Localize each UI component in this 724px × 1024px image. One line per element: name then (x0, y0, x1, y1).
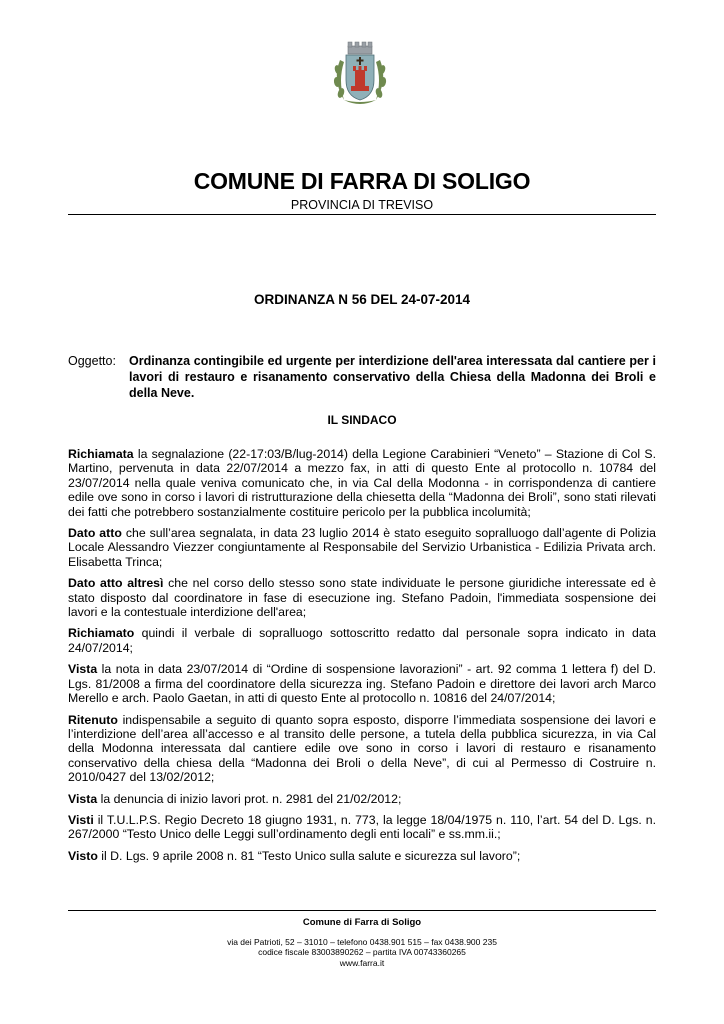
ordinance-title: ORDINANZA N 56 DEL 24-07-2014 (253, 292, 471, 307)
crest-crown (348, 42, 372, 54)
paragraph-keyword: Dato atto (68, 526, 122, 541)
body-paragraph (68, 792, 656, 806)
body-paragraph (68, 447, 656, 519)
body-paragraph (68, 526, 656, 569)
footer-divider (68, 910, 656, 911)
paragraph-keyword: Visto (68, 848, 98, 863)
footer-address: via dei Patrioti, 52 – 31010 – telefono 0438.901 515 – fax 0438.900 235 (227, 937, 497, 947)
document-body (68, 447, 656, 870)
municipality-title: COMUNE DI FARRA DI SOLIGO (193, 168, 531, 194)
body-paragraph (68, 813, 656, 842)
paragraph-text: la nota in data 23/07/2014 di “Ordine di sospensione lavorazioni” - art. 92 comma 1 lettera f) del D. Lgs. 81/2008 a firma del coordinatore della sicurezza ing. Stefano Padoin e direttore dei lavori arch Marco Merello e arch. Paolo Gaetan, in atti di questo Ente al protocollo n. 10816 del 24/07/2014; (68, 662, 656, 706)
paragraph-keyword: Visti (68, 812, 94, 827)
paragraph-keyword: Vista (68, 791, 98, 806)
body-paragraph (68, 713, 656, 785)
paragraph-text: indispensabile a seguito di quanto sopra esposto, disporre l’immediata sospensione dei lavori e l’interdizione dell’area all’accesso e al transito delle persone, a tutela della pubblica sicurezza, in via Cal della Modonna interessata dal cantiere edile ove sono in corso i lavori di restauro e risanamento conservativo della chiesa della “Madonna dei Broli o della Neve”, di cui al Permesso di Costruire n. 2010/0427 del 13/02/2012; (68, 712, 656, 785)
body-paragraph (68, 626, 656, 655)
mayor-heading: IL SINDACO (327, 413, 397, 427)
paragraph-keyword: Dato atto altresì (68, 576, 164, 591)
paragraph-keyword: Ritenuto (68, 712, 118, 727)
subject-label: Oggetto: (68, 354, 116, 368)
paragraph-keyword: Vista (68, 662, 98, 677)
paragraph-text: il D. Lgs. 9 aprile 2008 n. 81 “Testo Unico sulla salute e sicurezza sul lavoro”; (97, 848, 521, 863)
footer-website: www.farra.it (339, 957, 385, 968)
province-subtitle: PROVINCIA DI TREVISO (290, 198, 434, 212)
municipal-crest (330, 40, 390, 108)
subject-block (68, 353, 656, 401)
footer-municipality-name: Comune di Farra di Soligo (302, 917, 422, 928)
paragraph-text: il T.U.L.P.S. Regio Decreto 18 giugno 1931, n. 773, la legge 18/04/1975 n. 110, l’art. 54 del D. Lgs. n. 267/2000 “Testo Unico delle Leggi sull’ordinamento degli enti locali” e ss.mm.ii.; (68, 812, 656, 842)
paragraph-text: che sull’area segnalata, in data 23 luglio 2014 è stato eseguito sopralluogo dall’agente di Polizia Locale Alessandro Viezzer congiuntamente al Responsabile del Servizio Urbanistica - Edilizia Privata arch. Elisabetta Trinca; (68, 526, 656, 569)
paragraph-text: che nel corso dello stesso sono state individuate le persone giuridiche interessate ed è stato disposto dal coordinatore in fase di esecuzione ing. Stefano Padoin, l'immediata sospensione dei lavori e la contestuale interdizione dell'area; (68, 576, 656, 620)
body-paragraph (68, 849, 656, 863)
subject-text: Ordinanza contingibile ed urgente per interdizione dell'area interessata dal cantiere per i lavori di restauro e risanamento conservativo della Chiesa della Madonna dei Broli e della Neve. (129, 354, 656, 400)
footer-contact-block (68, 937, 656, 968)
body-paragraph (68, 576, 656, 619)
paragraph-text: la denuncia di inizio lavori prot. n. 2981 del 21/02/2012; (97, 791, 402, 806)
header-divider (68, 214, 656, 215)
paragraph-keyword: Richiamata (68, 447, 134, 461)
paragraph-keyword: Richiamato (68, 626, 135, 641)
footer-fiscal-codes: codice fiscale 83003890262 – partita IVA 00743360265 (258, 947, 466, 958)
paragraph-text: la segnalazione (22-17:03/B/lug-2014) della Legione Carabinieri “Veneto” – Stazione di Col S. Martino, pervenuta in data 22/07/2014 a mezzo fax, in atti di questo Ente al protocollo n. 10784 del 23/07/2014 nella quale veniva comunicato che, in via Cal della Modonna - in corrispondenza di cantiere edile ove sono in corso i lavori di ristrutturazione della chiesetta della “Madonna dei Broli”, sono stati rilevati dei fatti che potrebbero sostanzialmente costituire pericolo per la pubblica incolumità; (68, 447, 656, 519)
body-paragraph (68, 662, 656, 705)
paragraph-text: quindi il verbale di sopralluogo sottoscritto redatto dal personale sopra indicato in data 24/07/2014; (68, 626, 656, 655)
